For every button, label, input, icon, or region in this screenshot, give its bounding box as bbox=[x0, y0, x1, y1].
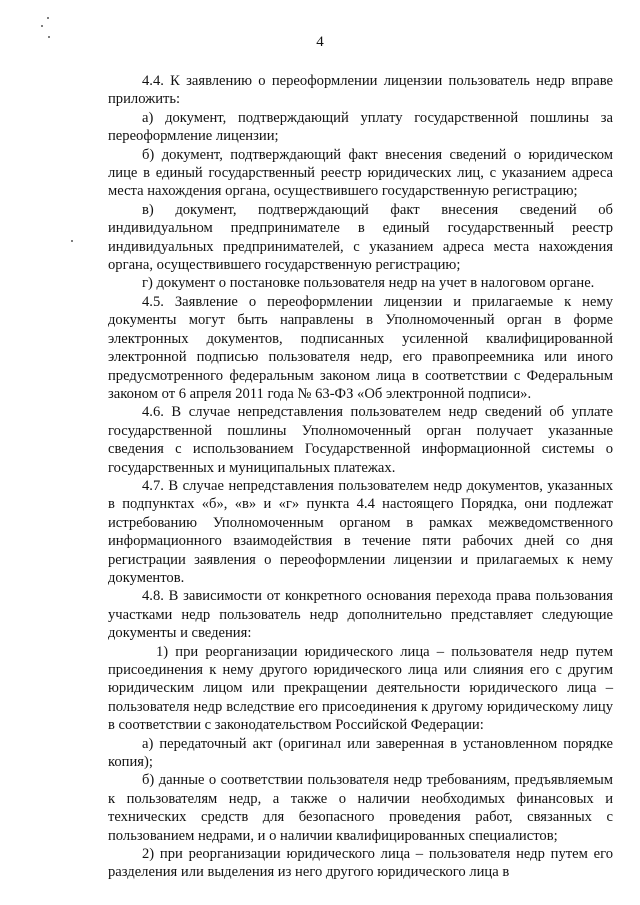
paragraph-4-5: 4.5. Заявление о переоформлении лицензии и прилагаемые к нему документы могут быть направлены в Уполномоченный орган в форме электронных документов, подписанных усиленной квалифицированной электронной подписью пользователя недр, его правопреемника или иного предусмотренного федеральным законом лица в соответствии с Федеральным законом от 6 апреля 2011 года № 63-ФЗ «Об электронной подписи». bbox=[108, 293, 613, 402]
scan-mark bbox=[71, 240, 73, 242]
paragraph-4-8: 4.8. В зависимости от конкретного основания перехода права пользования участками недр пользователь недр дополнительно представляет следующие документы и сведения: bbox=[108, 588, 613, 642]
paragraph-4-4-b: б) документ, подтверждающий факт внесения сведений о юридическом лице в единый государственный реестр юридических лиц, с указанием адреса места нахождения органа, осуществившего государственную регистрацию; bbox=[108, 146, 613, 200]
page-number: 4 bbox=[316, 34, 324, 50]
scan-mark bbox=[47, 17, 49, 19]
paragraph-4-4: 4.4. К заявлению о переоформлении лицензии пользователь недр вправе приложить: bbox=[108, 73, 613, 108]
paragraph-4-4-v: в) документ, подтверждающий факт внесения сведений об индивидуальном предпринимателе в единый государственный реестр индивидуальных предпринимателей, с указанием адреса места нахождения органа, осуществившего государственную регистрацию; bbox=[108, 201, 613, 274]
paragraph-4-6: 4.6. В случае непредставления пользователем недр сведений об уплате государственной пошлины Уполномоченный орган получает указанные сведения с использованием Государственной информационной системы о государственных и муниципальных платежах. bbox=[108, 404, 613, 476]
document-body bbox=[108, 72, 613, 882]
paragraph-4-4-g: г) документ о постановке пользователя недр на учет в налоговом органе. bbox=[142, 275, 595, 292]
paragraph-4-4-a: а) документ, подтверждающий уплату государственной пошлины за переоформление лицензии; bbox=[108, 109, 613, 145]
paragraph-4-8-1-b: б) данные о соответствии пользователя недр требованиям, предъявляемым к пользователям недр, а также о наличии необходимых финансовых и технических средств для безопасного проведения работ, связанных с пользованием недрами, и о наличии квалифицированных специалистов; bbox=[108, 772, 613, 844]
paragraph-4-8-1-a: а) передаточный акт (оригинал или заверенная в установленном порядке копия); bbox=[108, 735, 613, 771]
paragraph-4-8-2: 2) при реорганизации юридического лица – пользователя недр путем его разделения или выделения из него другого юридического лица в bbox=[108, 846, 613, 881]
paragraph-4-8-1: 1) при реорганизации юридического лица – пользователя недр путем присоединения к нему другого юридического лица или слияния его с другим юридическим лицом или прекращении деятельности юридического лица – пользователя недр вследствие его присоединения к другому юридическому лицу в соответствии с законодательством Российской Федерации: bbox=[108, 643, 613, 734]
paragraph-4-7: 4.7. В случае непредставления пользователем недр документов, указанных в подпунктах «б», «в» и «г» пункта 4.4 настоящего Порядка, они подлежат истребованию Уполномоченным органом в рамках межведомственного информационного взаимодействия в течение пяти рабочих дней со дня регистрации заявления о переоформлении лицензии и прилагаемых к нему документов. bbox=[108, 477, 613, 586]
scan-mark bbox=[41, 25, 43, 27]
